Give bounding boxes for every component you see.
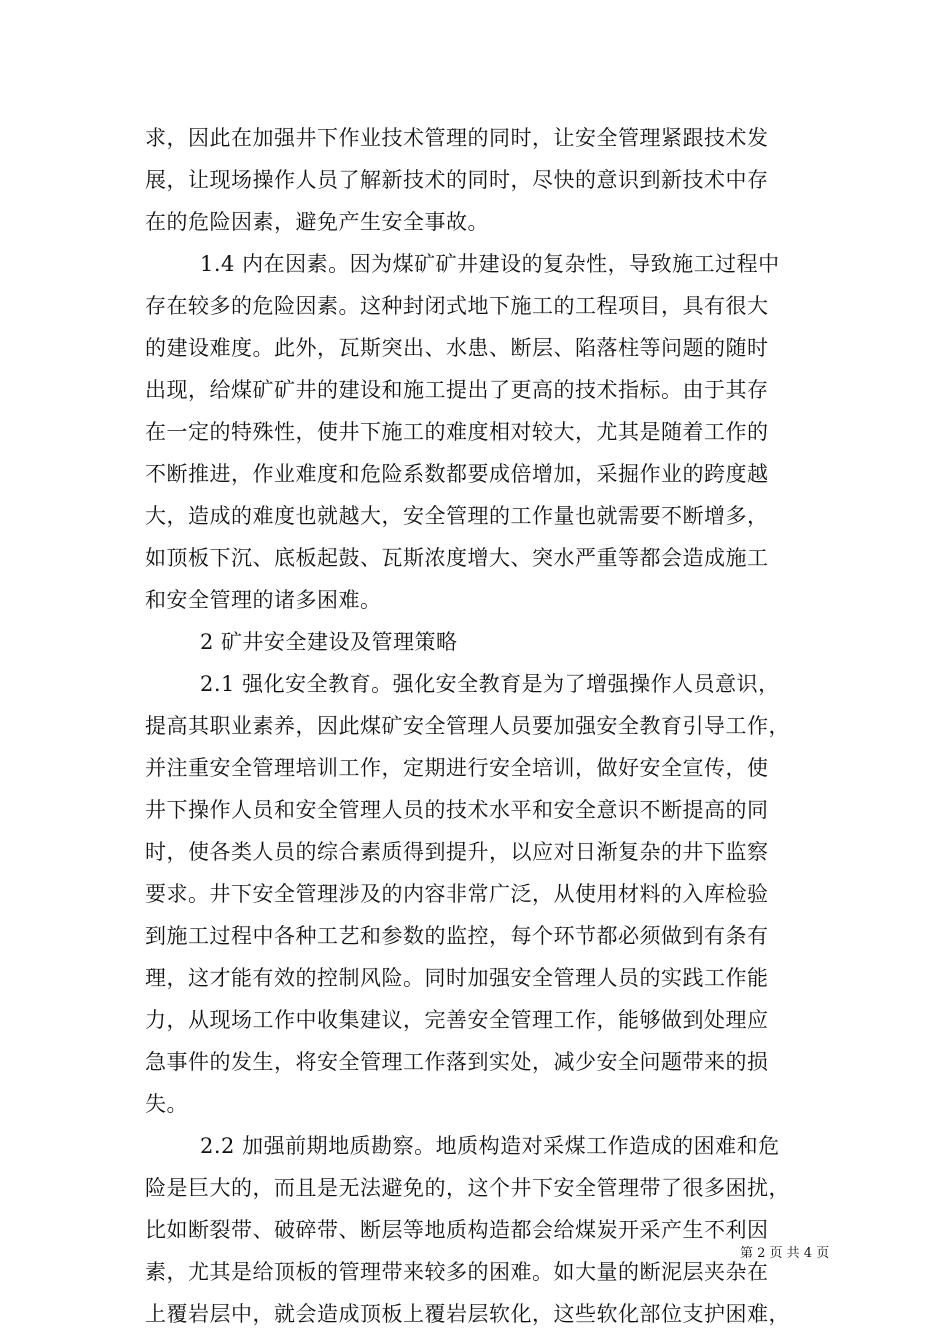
text-line: 的建设难度。此外，瓦斯突出、水患、断层、陷落柱等问题的随时 xyxy=(145,336,769,360)
text-line: 失。 xyxy=(145,1092,188,1116)
text-line: 和安全管理的诸多困难。 xyxy=(145,588,382,612)
text-line: 求，因此在加强井下作业技术管理的同时，让安全管理紧跟技术发 xyxy=(145,126,769,150)
text-line: 2.1 强化安全教育。强化安全教育是为了增强操作人员意识， xyxy=(200,672,780,696)
text-line: 2.2 加强前期地质勘察。地质构造对采煤工作造成的困难和危 xyxy=(200,1134,780,1158)
text-line: 理，这才能有效的控制风险。同时加强安全管理人员的实践工作能 xyxy=(145,966,769,990)
text-line: 提高其职业素养，因此煤矿安全管理人员要加强安全教育引导工作， xyxy=(145,714,790,738)
text-line: 力，从现场工作中收集建议，完善安全管理工作，能够做到处理应 xyxy=(145,1008,769,1032)
text-line: 并注重安全管理培训工作，定期进行安全培训，做好安全宣传，使 xyxy=(145,756,769,780)
text-line: 不断推进，作业难度和危险系数都要成倍增加，采掘作业的跨度越 xyxy=(145,462,769,486)
text-line: 在的危险因素，避免产生安全事故。 xyxy=(145,210,489,234)
text-line: 要求。井下安全管理涉及的内容非常广泛，从使用材料的入库检验 xyxy=(145,882,769,906)
text-line: 如顶板下沉、底板起鼓、瓦斯浓度增大、突水严重等都会造成施工 xyxy=(145,546,769,570)
text-line: 出现，给煤矿矿井的建设和施工提出了更高的技术指标。由于其存 xyxy=(145,378,769,402)
text-line: 时，使各类人员的综合素质得到提升，以应对日渐复杂的井下监察 xyxy=(145,840,769,864)
text-line: 2 矿井安全建设及管理策略 xyxy=(200,630,458,654)
text-line: 大，造成的难度也就越大，安全管理的工作量也就需要不断增多， xyxy=(145,504,769,528)
text-line: 上覆岩层中，就会造成顶板上覆岩层软化，这些软化部位支护困难， xyxy=(145,1302,790,1326)
text-line: 到施工过程中各种工艺和参数的监控，每个环节都必须做到有条有 xyxy=(145,924,769,948)
text-line: 1.4 内在因素。因为煤矿矿井建设的复杂性，导致施工过程中 xyxy=(200,252,780,276)
text-line: 素，尤其是给顶板的管理带来较多的困难。如大量的断泥层夹杂在 xyxy=(145,1260,769,1284)
text-line: 急事件的发生，将安全管理工作落到实处，减少安全问题带来的损 xyxy=(145,1050,769,1074)
text-line: 险是巨大的，而且是无法避免的，这个井下安全管理带了很多困扰， xyxy=(145,1176,790,1200)
text-line: 井下操作人员和安全管理人员的技术水平和安全意识不断提高的同 xyxy=(145,798,769,822)
text-line: 展，让现场操作人员了解新技术的同时，尽快的意识到新技术中存 xyxy=(145,168,769,192)
text-line: 在一定的特殊性，使井下施工的难度相对较大，尤其是随着工作的 xyxy=(145,420,769,444)
text-line: 比如断裂带、破碎带、断层等地质构造都会给煤炭开采产生不利因 xyxy=(145,1218,769,1242)
text-line: 存在较多的危险因素。这种封闭式地下施工的工程项目，具有很大 xyxy=(145,294,769,318)
page-footer: 第 2 页 共 4 页 xyxy=(740,1246,830,1261)
document-body xyxy=(145,117,810,1335)
